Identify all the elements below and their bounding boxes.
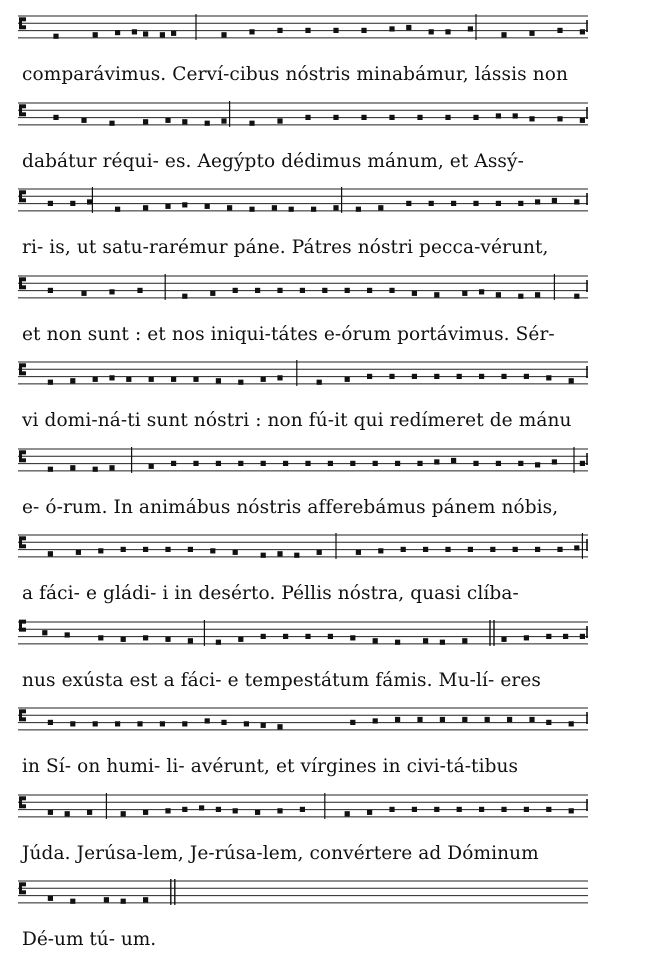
staff-1 <box>18 12 588 42</box>
neume-note <box>93 466 98 471</box>
neume-note <box>333 205 338 210</box>
neume-note <box>345 811 350 816</box>
neume-note <box>137 721 142 726</box>
neume-note <box>143 205 148 210</box>
neume-note <box>389 114 394 119</box>
neume-note <box>317 380 322 385</box>
neume-note <box>182 806 187 811</box>
neume-note <box>468 547 473 552</box>
staff-svg <box>18 791 588 823</box>
neume-note <box>193 460 198 465</box>
neume-note <box>261 723 266 728</box>
neume-note <box>501 374 506 379</box>
neume-note <box>182 293 187 298</box>
lyric-line-10: Júda. Jerúsa-lem, Je-rúsa-lem, convértere ad Dóminum <box>22 842 539 864</box>
neume-note <box>311 207 316 212</box>
neume-note <box>121 899 126 904</box>
neume-note <box>277 375 282 380</box>
neume-note <box>473 201 478 206</box>
neume-note <box>440 639 445 644</box>
neume-note <box>350 635 355 640</box>
neume-note <box>462 290 467 295</box>
neume-note <box>210 290 215 295</box>
neume-note <box>216 639 221 644</box>
neume-note <box>417 717 422 722</box>
neume-note <box>373 460 378 465</box>
neume-note <box>580 29 585 34</box>
neume-note <box>395 717 400 722</box>
neume-note <box>221 720 226 725</box>
lyric-line-3: ri- is, ut satu-rarémur páne. Pátres nóstri pecca-vérunt, <box>22 237 549 258</box>
neume-note <box>417 460 422 465</box>
neume-note <box>93 32 98 37</box>
neume-note <box>221 118 226 123</box>
neume-note <box>48 551 53 556</box>
neume-note <box>434 459 439 464</box>
neume-note <box>423 547 428 552</box>
neume-note <box>524 635 529 640</box>
neume-note <box>171 377 176 382</box>
neume-note <box>182 202 187 207</box>
neume-note <box>479 806 484 811</box>
neume-note <box>373 718 378 723</box>
neume-note <box>149 463 154 468</box>
neume-note <box>434 806 439 811</box>
neume-note <box>233 287 238 292</box>
neume-note <box>143 635 148 640</box>
neume-note <box>462 717 467 722</box>
lyric-line-9: in Sí- on humi- li- avérunt, et vírgines in civi-tá-tibus <box>22 756 519 777</box>
neume-note <box>70 465 75 470</box>
neume-note <box>121 811 126 816</box>
neume-note <box>53 34 58 39</box>
neume-note <box>143 119 148 124</box>
neume-note <box>300 287 305 292</box>
neume-note <box>317 550 322 555</box>
neume-note <box>557 547 562 552</box>
staff-8 <box>18 618 588 648</box>
neume-note <box>406 25 411 30</box>
staff-svg <box>18 99 588 131</box>
neume-note <box>563 633 568 638</box>
staff-2 <box>18 99 588 129</box>
neume-note <box>216 378 221 383</box>
neume-note <box>98 548 103 553</box>
neume-note <box>305 114 310 119</box>
neume-note <box>513 547 518 552</box>
neume-note <box>423 638 428 643</box>
neume-note <box>451 201 456 206</box>
neume-note <box>221 32 226 37</box>
neume-note <box>227 205 232 210</box>
lyric-line-5: vi domi-ná-ti sunt nóstri : non fú-it qui redímeret de mánu <box>22 410 572 431</box>
neume-note <box>496 460 501 465</box>
neume-note <box>109 465 114 470</box>
neume-note <box>546 633 551 638</box>
neume-note <box>496 292 501 297</box>
neume-note <box>48 896 53 901</box>
lyric-line-6: e- ó-rum. In animábus nóstris afferebámus pánem nóbis, <box>22 496 559 518</box>
neume-note <box>473 114 478 119</box>
neume-note <box>417 114 422 119</box>
neume-note <box>48 720 53 725</box>
neume-note <box>535 462 540 467</box>
neume-note <box>160 721 165 726</box>
neume-note <box>367 287 372 292</box>
neume-note <box>451 457 456 462</box>
neume-note <box>580 117 585 122</box>
neume-note <box>468 26 473 31</box>
neume-note <box>277 724 282 729</box>
neume-note <box>277 28 282 33</box>
neume-note <box>333 114 338 119</box>
neume-note <box>580 460 585 465</box>
staff-4 <box>18 272 588 302</box>
neume-note <box>171 460 176 465</box>
neume-note <box>261 633 266 638</box>
neume-note <box>546 720 551 725</box>
neume-note <box>261 553 266 558</box>
neume-note <box>485 717 490 722</box>
neume-note <box>496 113 501 118</box>
neume-note <box>305 28 310 33</box>
neume-note <box>104 897 109 902</box>
neume-note <box>188 638 193 643</box>
neume-note <box>501 806 506 811</box>
neume-note <box>272 205 277 210</box>
neume-note <box>395 460 400 465</box>
neume-note <box>283 633 288 638</box>
neume-note <box>445 547 450 552</box>
neume-note <box>277 808 282 813</box>
neume-note <box>115 207 120 212</box>
neume-note <box>322 287 327 292</box>
neume-note <box>552 459 557 464</box>
neume-note <box>328 460 333 465</box>
neume-note <box>115 721 120 726</box>
neume-note <box>182 119 187 124</box>
neume-note <box>233 550 238 555</box>
neume-note <box>574 199 579 204</box>
neume-note <box>490 547 495 552</box>
neume-note <box>238 380 243 385</box>
neume-note <box>109 375 114 380</box>
staff-svg <box>18 445 588 477</box>
neume-note <box>121 636 126 641</box>
neume-note <box>569 808 574 813</box>
neume-note <box>361 114 366 119</box>
staff-svg <box>18 185 588 217</box>
neume-note <box>367 809 372 814</box>
neume-note <box>574 293 579 298</box>
neume-note <box>546 375 551 380</box>
neume-note <box>434 374 439 379</box>
neume-note <box>513 113 518 118</box>
staff-5 <box>18 358 588 388</box>
neume-note <box>87 809 92 814</box>
neume-note <box>518 460 523 465</box>
neume-note <box>552 198 557 203</box>
staff-11 <box>18 877 588 907</box>
neume-note <box>70 201 75 206</box>
neume-note <box>356 550 361 555</box>
neume-note <box>205 120 210 125</box>
neume-note <box>434 292 439 297</box>
neume-note <box>283 460 288 465</box>
neume-note <box>524 806 529 811</box>
neume-note <box>98 635 103 640</box>
neume-note <box>249 120 254 125</box>
staff-svg <box>18 12 588 44</box>
neume-note <box>143 547 148 552</box>
neume-note <box>76 550 81 555</box>
neume-note <box>557 28 562 33</box>
neume-note <box>165 547 170 552</box>
neume-note <box>294 553 299 558</box>
neume-note <box>529 717 534 722</box>
neume-note <box>361 28 366 33</box>
neume-note <box>501 636 506 641</box>
staff-svg <box>18 358 588 390</box>
neume-note <box>149 377 154 382</box>
lyric-line-8: nus exústa est a fáci- e tempestátum fámis. Mu-lí- eres <box>22 669 541 691</box>
neume-note <box>277 287 282 292</box>
neume-note <box>165 204 170 209</box>
neume-note <box>373 638 378 643</box>
neume-note <box>137 287 142 292</box>
neume-note <box>507 717 512 722</box>
neume-note <box>412 374 417 379</box>
neume-note <box>277 118 282 123</box>
neume-note <box>546 806 551 811</box>
neume-note <box>238 636 243 641</box>
neume-note <box>479 289 484 294</box>
neume-note <box>479 374 484 379</box>
neume-note <box>401 547 406 552</box>
neume-note <box>412 806 417 811</box>
neume-note <box>445 114 450 119</box>
neume-note <box>389 26 394 31</box>
neume-note <box>440 717 445 722</box>
lyric-line-1: comparávimus. Cerví-cibus nóstris minabámur, lássis non <box>22 64 568 85</box>
neume-note <box>48 809 53 814</box>
staff-svg <box>18 531 588 563</box>
lyric-line-7: a fáci- e gládi- i in desérto. Péllis nóstra, quasi clíba- <box>22 583 519 604</box>
neume-note <box>305 633 310 638</box>
neume-note <box>535 547 540 552</box>
neume-note <box>445 29 450 34</box>
neume-note <box>289 207 294 212</box>
neume-note <box>48 201 53 206</box>
neume-note <box>210 548 215 553</box>
neume-note <box>350 460 355 465</box>
neume-note <box>557 116 562 121</box>
lyric-line-11: Dé-um tú- um. <box>22 929 157 950</box>
neume-note <box>529 31 534 36</box>
neume-note <box>429 29 434 34</box>
neume-note <box>216 460 221 465</box>
lyric-line-2: dabátur réqui- es. Aegýpto dédimus mánum, et Assý- <box>22 150 524 172</box>
staff-3 <box>18 185 588 215</box>
neume-note <box>165 808 170 813</box>
neume-note <box>48 380 53 385</box>
neume-note <box>160 32 165 37</box>
neume-note <box>109 120 114 125</box>
neume-note <box>378 205 383 210</box>
neume-note <box>65 632 70 637</box>
neume-note <box>143 897 148 902</box>
neume-note <box>81 117 86 122</box>
neume-note <box>462 638 467 643</box>
neume-note <box>205 718 210 723</box>
neume-note <box>345 377 350 382</box>
neume-note <box>48 466 53 471</box>
neume-note <box>457 806 462 811</box>
neume-note <box>277 551 282 556</box>
neume-note <box>569 378 574 383</box>
neume-note <box>249 29 254 34</box>
neume-note <box>93 377 98 382</box>
neume-note <box>121 547 126 552</box>
neume-note <box>518 293 523 298</box>
neume-note <box>199 805 204 810</box>
neume-note <box>65 811 70 816</box>
neume-note <box>406 201 411 206</box>
neume-note <box>115 30 120 35</box>
neume-note <box>580 633 585 638</box>
neume-note <box>574 545 579 550</box>
neume-note <box>249 207 254 212</box>
neume-note <box>165 117 170 122</box>
neume-note <box>569 721 574 726</box>
staff-svg <box>18 618 588 650</box>
staff-10 <box>18 791 588 821</box>
neume-note <box>518 201 523 206</box>
neume-note <box>70 721 75 726</box>
neume-note <box>305 460 310 465</box>
neume-note <box>535 199 540 204</box>
neume-note <box>367 374 372 379</box>
neume-note <box>389 806 394 811</box>
neume-note <box>70 899 75 904</box>
staff-svg <box>18 877 588 909</box>
neume-note <box>182 721 187 726</box>
staff-svg <box>18 704 588 736</box>
neume-note <box>255 287 260 292</box>
neume-note <box>261 377 266 382</box>
staff-svg <box>18 272 588 304</box>
neume-note <box>412 290 417 295</box>
staff-7 <box>18 531 588 561</box>
neume-note <box>457 374 462 379</box>
neume-note <box>205 204 210 209</box>
neume-note <box>93 721 98 726</box>
neume-note <box>171 31 176 36</box>
staff-9 <box>18 704 588 734</box>
neume-note <box>255 809 260 814</box>
neume-note <box>143 809 148 814</box>
neume-note <box>70 378 75 383</box>
c-clef-icon <box>19 619 26 631</box>
neume-note <box>473 460 478 465</box>
neume-note <box>429 201 434 206</box>
neume-note <box>109 289 114 294</box>
neume-note <box>300 806 305 811</box>
neume-note <box>42 630 47 635</box>
neume-note <box>81 290 86 295</box>
neume-note <box>216 806 221 811</box>
neume-note <box>328 633 333 638</box>
neume-note <box>395 639 400 644</box>
neume-note <box>389 287 394 292</box>
neume-note <box>501 32 506 37</box>
neume-note <box>333 28 338 33</box>
neume-note <box>389 374 394 379</box>
neume-note <box>143 31 148 36</box>
neume-note <box>188 547 193 552</box>
neume-note <box>496 201 501 206</box>
neume-note <box>244 721 249 726</box>
neume-note <box>535 292 540 297</box>
neume-note <box>233 808 238 813</box>
lyric-line-4: et non sunt : et nos iniqui-tátes e-órum portávimus. Sér- <box>22 323 555 345</box>
neume-note <box>165 636 170 641</box>
staff-6 <box>18 445 588 475</box>
neume-note <box>193 377 198 382</box>
neume-note <box>356 207 361 212</box>
neume-note <box>378 548 383 553</box>
neume-note <box>350 720 355 725</box>
neume-note <box>238 460 243 465</box>
neume-note <box>345 287 350 292</box>
neume-note <box>48 287 53 292</box>
neume-note <box>132 29 137 34</box>
neume-note <box>261 460 266 465</box>
neume-note <box>87 199 92 204</box>
neume-note <box>529 116 534 121</box>
neume-note <box>53 114 58 119</box>
neume-note <box>524 374 529 379</box>
neume-note <box>126 377 131 382</box>
